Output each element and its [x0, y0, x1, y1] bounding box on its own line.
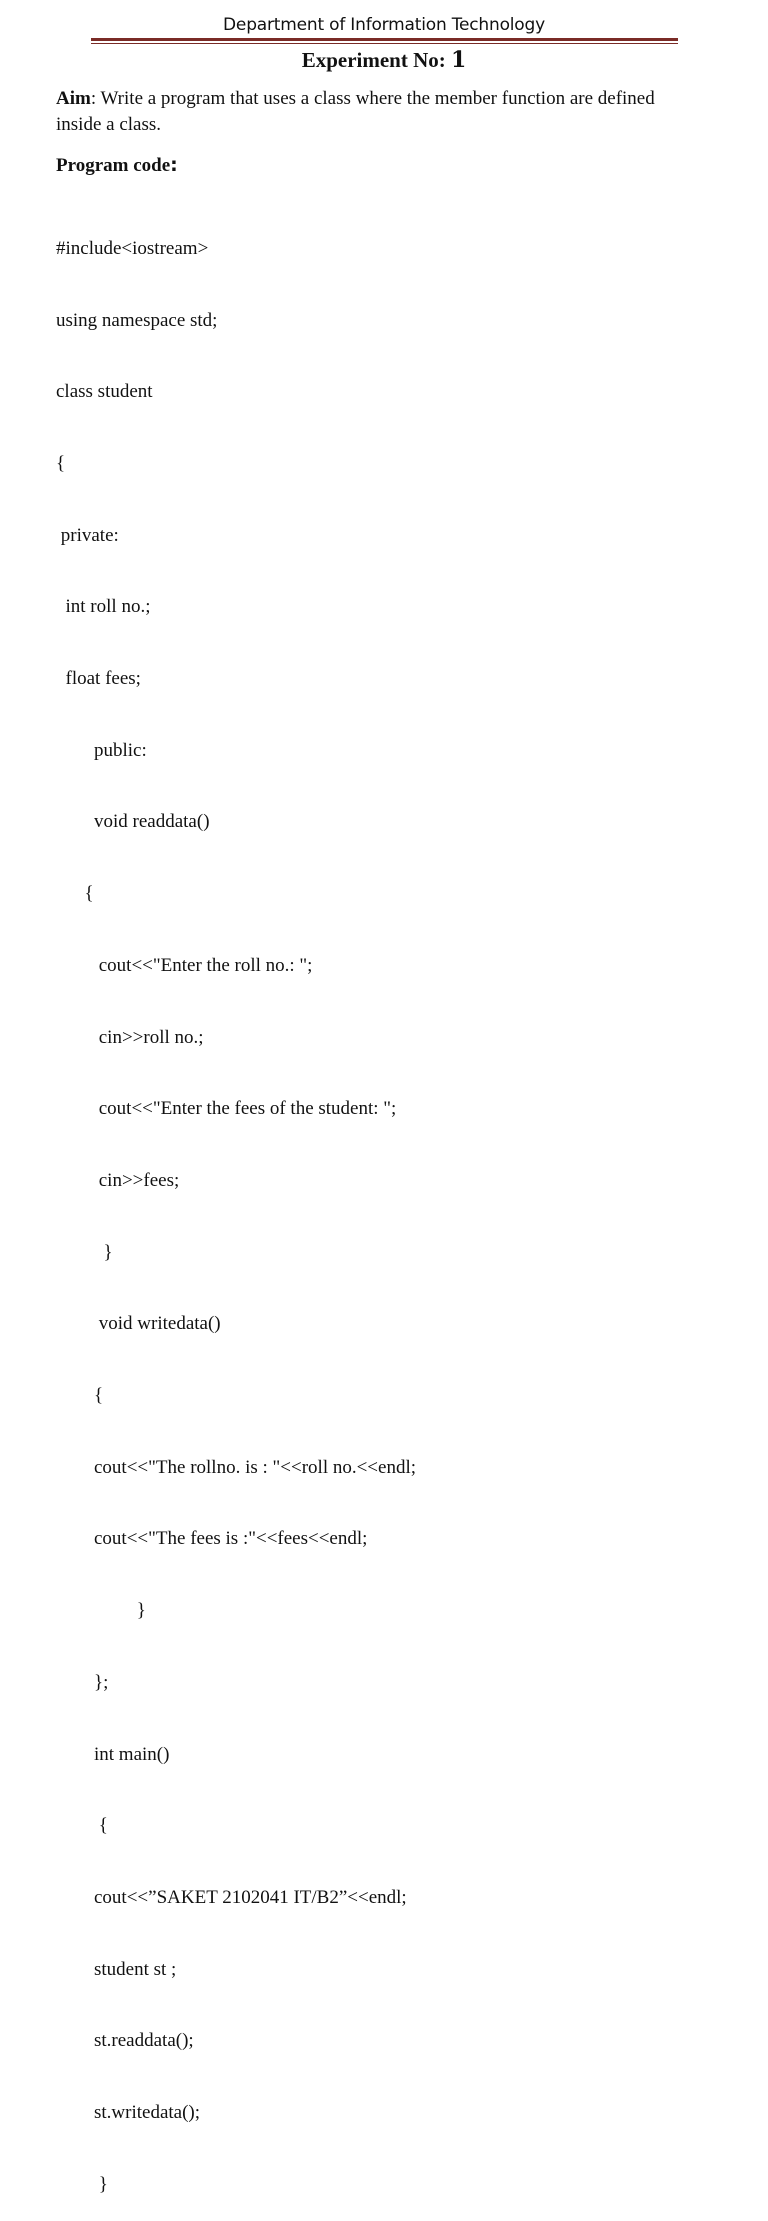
- program-code-label: Program code: [56, 155, 171, 176]
- code-line: float fees;: [56, 668, 141, 690]
- code-line: st.writedata();: [56, 2102, 201, 2124]
- experiment-title: [0, 47, 768, 73]
- code-line: cout<<"Enter the roll no.: ";: [56, 954, 313, 976]
- code-line: cin>>fees;: [56, 1169, 180, 1191]
- experiment-number: 1: [451, 47, 467, 73]
- code-line: }: [56, 1241, 113, 1263]
- code-line: using namespace std;: [56, 309, 218, 331]
- code-line: };: [56, 1671, 109, 1693]
- code-line: {: [56, 1385, 104, 1407]
- code-line: public:: [56, 739, 147, 761]
- code-line: int main(): [56, 1743, 170, 1765]
- aim-paragraph: [56, 86, 696, 138]
- code-line: int roll no.;: [56, 596, 151, 618]
- code-line: #include<iostream>: [56, 237, 209, 259]
- code-line: void readdata(): [56, 811, 210, 833]
- code-line: {: [56, 452, 66, 474]
- code-line: }: [56, 1600, 146, 1622]
- program-code-colon: :: [170, 154, 178, 176]
- code-line: student st ;: [56, 1958, 177, 1980]
- code-line: {: [56, 1815, 108, 1837]
- code-line: st.readdata();: [56, 2030, 194, 2052]
- program-code-block: [56, 189, 716, 2221]
- experiment-label: Experiment No:: [301, 48, 451, 72]
- department-header: Department of Information Technology: [223, 15, 545, 35]
- code-line: }: [56, 2173, 108, 2195]
- header-rule-thick: [91, 38, 678, 41]
- aim-text: : Write a program that uses a class where the member function are defined inside a class.: [56, 88, 655, 135]
- code-line: void writedata(): [56, 1313, 221, 1335]
- code-line: {: [56, 883, 94, 905]
- code-line: cout<<"Enter the fees of the student: ";: [56, 1098, 397, 1120]
- code-line: cout<<"The rollno. is : "<<roll no.<<endl;: [56, 1456, 417, 1478]
- code-line: cout<<"The fees is :"<<fees<<endl;: [56, 1528, 368, 1550]
- aim-label: Aim: [56, 88, 91, 109]
- program-code-heading: [56, 152, 178, 179]
- code-line: cout<<”SAKET 2102041 IT/B2”<<endl;: [56, 1886, 407, 1908]
- code-line: private:: [56, 524, 119, 546]
- header-rule-thin: [91, 43, 678, 44]
- code-line: class student: [56, 381, 153, 403]
- code-line: cin>>roll no.;: [56, 1026, 204, 1048]
